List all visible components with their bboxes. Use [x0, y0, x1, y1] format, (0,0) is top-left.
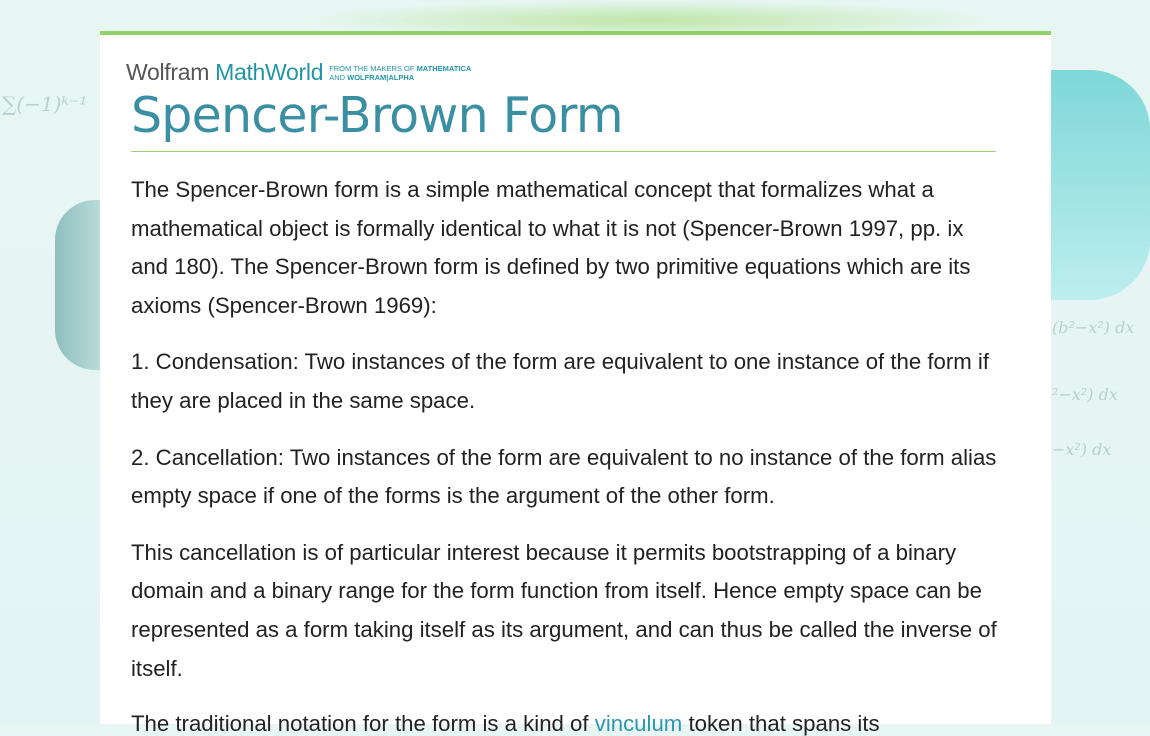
logo-wolfram: Wolfram — [126, 59, 210, 85]
paragraph: 1. Condensation: Two instances of the form are equivalent to one instance of the form if they are placed in the same space. — [131, 349, 990, 413]
logo-tagline — [329, 64, 471, 82]
paragraph — [131, 706, 1001, 734]
title-divider — [131, 151, 996, 152]
article-body — [131, 171, 1001, 734]
article-card — [100, 31, 1051, 736]
mathworld-logo[interactable] — [126, 59, 471, 86]
page-title: Spencer-Brown Form — [131, 87, 623, 144]
paragraph-text: The traditional notation for the form is a kind of — [131, 711, 595, 736]
background-math: ²−x²) dx — [1052, 385, 1118, 404]
background-decoration — [1045, 70, 1150, 300]
background-math: ∑(−1)ᵏ⁻¹ — [2, 92, 88, 116]
paragraph: The Spencer-Brown form is a simple mathematical concept that formalizes what a mathematical object is formally identical to what it is not (Spencer-Brown 1997, pp. ix and 180). The Spencer-Brown form is defined by two primitive equations which are its axioms (Spencer-Brown 1969): — [131, 177, 971, 318]
vinculum-link[interactable]: vinculum — [594, 711, 683, 736]
tagline-mathematica: MATHEMATICA — [416, 63, 472, 73]
background-math: −x²) dx — [1052, 440, 1112, 459]
paragraph: 2. Cancellation: Two instances of the form are equivalent to no instance of the form alias empty space if one of the forms is the argument of the other form. — [131, 444, 997, 509]
tagline-text: FROM THE MAKERS OF — [329, 63, 417, 73]
logo-mathworld: MathWorld — [215, 59, 324, 85]
tagline-text: AND — [329, 72, 348, 82]
paragraph-text: token that spans its — [682, 711, 880, 736]
tagline-wolframalpha: WOLFRAM|ALPHA — [347, 72, 415, 82]
paragraph: This cancellation is of particular interest because it permits bootstrapping of a binary domain and a binary range for the form function from itself. Hence empty space can be represented as a form taking itself as its argument, and can thus be called the inverse of itself. — [131, 539, 997, 681]
background-math: (b²−x²) dx — [1052, 318, 1135, 337]
